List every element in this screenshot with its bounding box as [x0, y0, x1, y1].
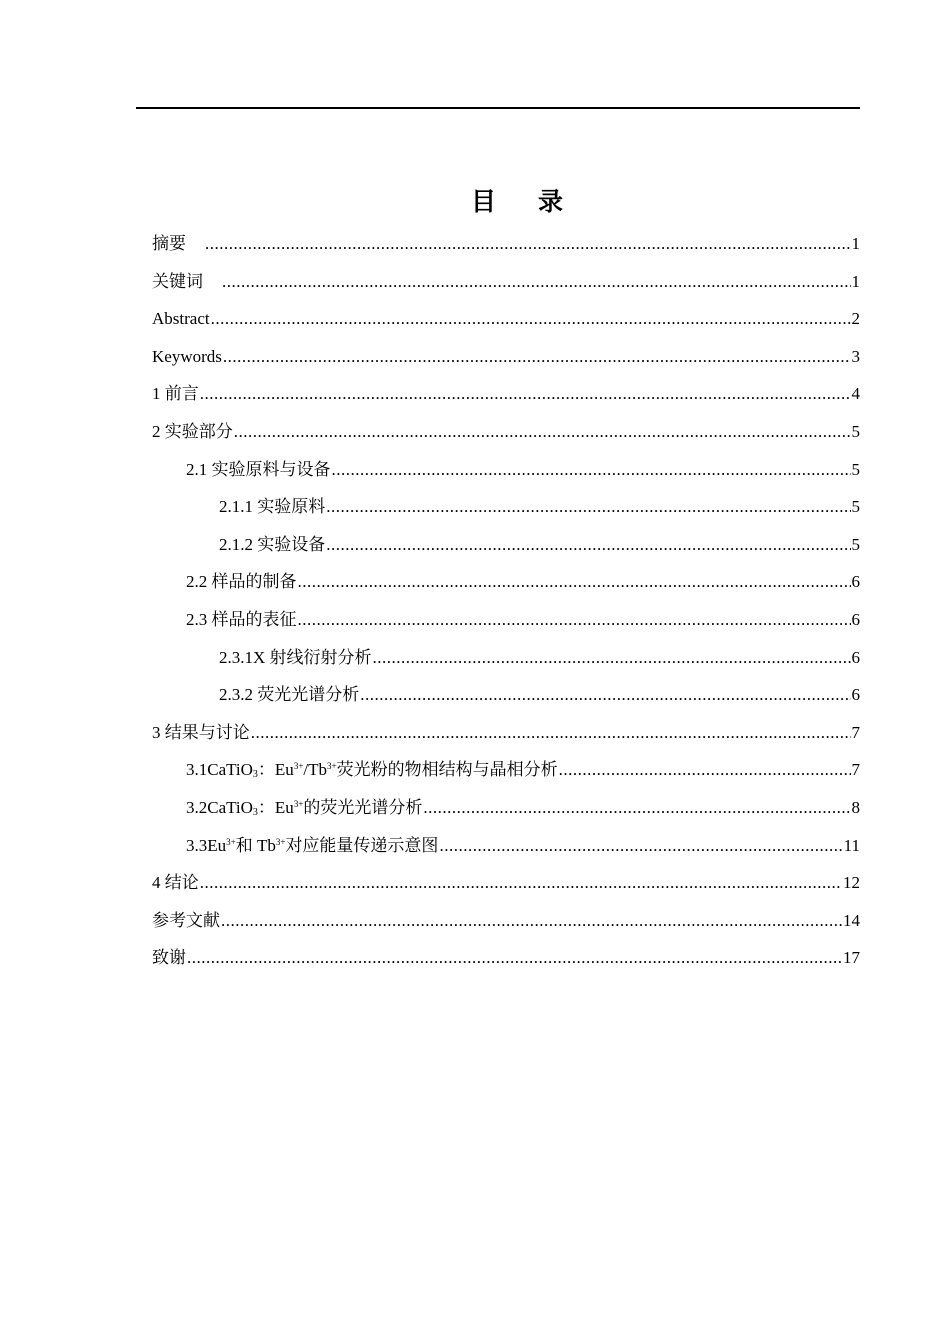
toc-entry-label: 致谢 — [152, 948, 186, 968]
toc-entry-materials-equipment[interactable] — [152, 454, 860, 492]
dot-leader — [326, 529, 850, 561]
toc-entry-label: 2.2 样品的制备 — [186, 572, 297, 592]
dot-leader — [439, 830, 842, 862]
toc-entry-references[interactable] — [152, 905, 860, 943]
toc-entry-label: 关键词 — [152, 271, 203, 291]
toc-entry-characterization[interactable] — [152, 604, 860, 642]
dot-leader — [211, 303, 851, 335]
toc-entry-label: 2.3.1X 射线衍射分析 — [219, 647, 372, 667]
dot-leader — [298, 604, 851, 636]
toc-entry-experimental[interactable] — [152, 416, 860, 454]
dot-leader — [298, 566, 851, 598]
toc-entry-label: 2.1.2 实验设备 — [219, 534, 326, 554]
toc-title — [0, 186, 950, 218]
dot-leader — [221, 905, 842, 937]
toc-entry-label: 2.1 实验原料与设备 — [186, 459, 331, 479]
toc-entry-label: 2.3.2 荧光光谱分析 — [219, 685, 360, 705]
dot-leader — [200, 378, 851, 410]
toc-page-number: 12 — [843, 873, 860, 893]
header-rule — [136, 107, 860, 109]
dot-leader — [332, 454, 851, 486]
toc-entry-results-discussion[interactable] — [152, 717, 860, 755]
dot-leader — [187, 942, 842, 974]
toc-entry-introduction[interactable] — [152, 378, 860, 416]
toc-page-number: 5 — [851, 497, 860, 517]
toc-entry-materials[interactable] — [152, 491, 860, 529]
toc-page-number: 7 — [851, 760, 860, 780]
toc-entry-label: 2 实验部分 — [152, 421, 233, 441]
toc-page-number: 6 — [851, 572, 860, 592]
toc-entry-label: 3.1CaTiO$_3$：$Eu^{3+}/Tb^{3+}$荧光粉的物相结构与晶相分析 — [186, 760, 558, 781]
toc-page-number: 5 — [851, 421, 860, 441]
toc-page-number: 3 — [851, 346, 860, 366]
toc-entry-label: 2.1.1 实验原料 — [219, 497, 326, 517]
toc-entry-fluorescence-spectra[interactable] — [152, 792, 860, 830]
toc-page-number: 11 — [843, 835, 860, 855]
dot-leader — [559, 754, 851, 786]
toc-list — [152, 228, 860, 980]
toc-page-number: 6 — [851, 685, 860, 705]
toc-entry-abstract-en[interactable] — [152, 303, 860, 341]
toc-entry-label: 1 前言 — [152, 384, 199, 404]
toc-entry-phase-structure[interactable] — [152, 754, 860, 792]
toc-page-number: 1 — [851, 234, 860, 253]
toc-entry-label: 3 结果与讨论 — [152, 722, 250, 742]
toc-entry-keywords-en[interactable] — [152, 341, 860, 379]
toc-entry-label: 参考文献 — [152, 910, 220, 930]
dot-leader — [251, 717, 851, 749]
toc-entry-label: 2.3 样品的表征 — [186, 609, 297, 629]
toc-entry-label: Keywords — [152, 346, 222, 366]
toc-page-number: 4 — [851, 384, 860, 404]
toc-entry-sample-preparation[interactable] — [152, 566, 860, 604]
toc-entry-xrd[interactable] — [152, 642, 860, 680]
toc-page-number: 14 — [843, 910, 860, 930]
toc-page-number: 8 — [851, 797, 860, 817]
toc-entry-label: $3.3Eu^{3+}$和 $Tb^{3+}$对应能量传递示意图 — [186, 835, 439, 855]
toc-entry-abstract-cn[interactable] — [152, 228, 860, 266]
dot-leader — [373, 642, 851, 674]
toc-page-number: 5 — [851, 459, 860, 479]
toc-page-number: 1 — [851, 271, 860, 291]
toc-entry-label: Abstract — [152, 309, 210, 329]
toc-title-part2: 录 — [538, 187, 564, 216]
toc-entry-equipment[interactable] — [152, 529, 860, 567]
dot-leader — [423, 792, 850, 824]
toc-page-number: 17 — [843, 948, 860, 968]
toc-entry-acknowledgements[interactable] — [152, 942, 860, 980]
toc-page-number: 7 — [851, 722, 860, 742]
toc-entry-fluorescence[interactable] — [152, 679, 860, 717]
dot-leader — [223, 341, 851, 373]
toc-entry-energy-transfer[interactable] — [152, 830, 860, 868]
toc-page-number: 5 — [851, 534, 860, 554]
toc-entry-label: 3.2CaTiO$_3$：$Eu^{3+}$的荧光光谱分析 — [186, 797, 423, 818]
dot-leader — [234, 416, 851, 448]
dot-leader — [360, 679, 850, 711]
toc-title-part1: 目 — [470, 187, 496, 216]
toc-page-number: 6 — [851, 647, 860, 667]
dot-leader — [222, 266, 851, 298]
dot-leader — [326, 491, 850, 523]
toc-page-number: 2 — [851, 309, 860, 329]
toc-entry-keywords-cn[interactable] — [152, 266, 860, 304]
toc-entry-label: 摘要 — [152, 234, 186, 253]
toc-entry-label: 4 结论 — [152, 873, 199, 893]
toc-entry-conclusion[interactable] — [152, 867, 860, 905]
toc-page-number: 6 — [851, 609, 860, 629]
dot-leader — [200, 867, 842, 899]
dot-leader — [205, 228, 851, 260]
